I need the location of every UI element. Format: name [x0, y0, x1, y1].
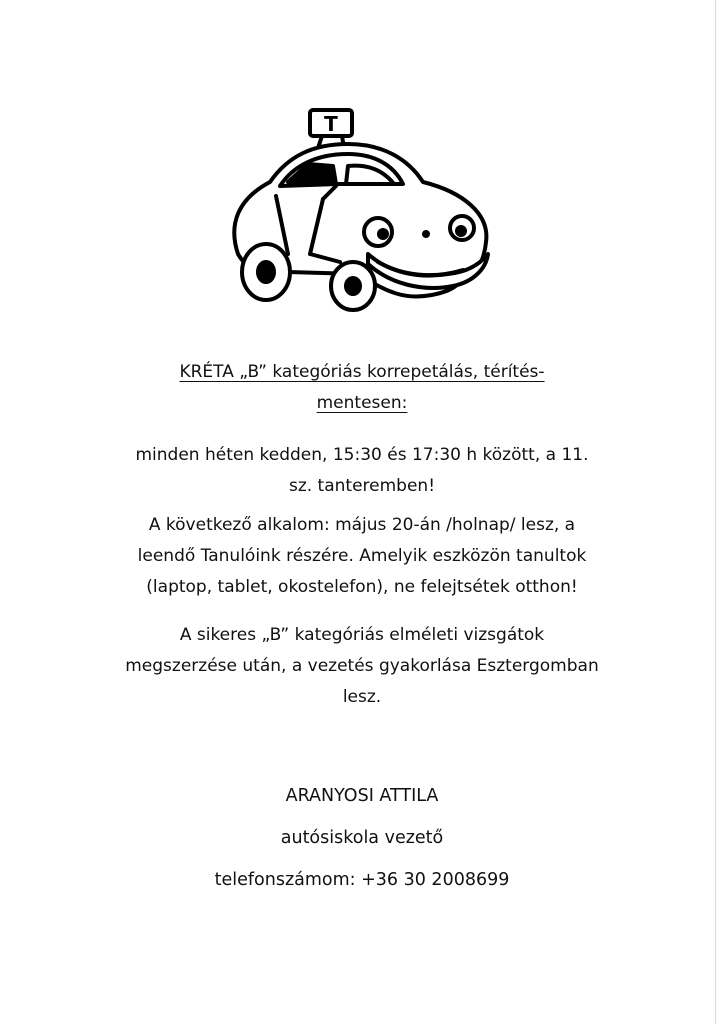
next-session-line-2: leendő Tanulóink részére. Amelyik eszközön tanultok — [137, 546, 587, 566]
exam-note-line-1: A sikeres „B” kategóriás elméleti vizsgátok — [179, 625, 545, 645]
next-session-line-1: A következő alkalom: május 20-án /holnap/ lesz, a — [148, 515, 576, 535]
title-line-1: KRÉTA „B” kategóriás korrepetálás, térítés- — [179, 362, 545, 382]
schedule-line-1: minden héten kedden, 15:30 és 17:30 h között, a 11. — [135, 445, 589, 465]
schedule-paragraph — [60, 440, 664, 502]
signature-block — [60, 775, 664, 901]
schedule-line-2: sz. tanteremben! — [288, 476, 436, 496]
exam-note-line-3: lesz. — [342, 687, 382, 707]
next-session-line-3: (laptop, tablet, okostelefon), ne felejtsétek otthon! — [146, 577, 578, 597]
next-session-paragraph — [60, 510, 664, 603]
title-line-2: mentesen: — [316, 393, 408, 413]
notice-title — [60, 357, 664, 419]
signature-name: ARANYOSI ATTILA — [285, 786, 439, 806]
page-edge-divider — [715, 0, 716, 1024]
signature-phone: telefonszámom: +36 30 2008699 — [214, 870, 510, 890]
taxi-car-icon — [218, 104, 498, 314]
signature-role: autósiskola vezető — [280, 828, 444, 848]
exam-note-line-2: megszerzése után, a vezetés gyakorlása Esztergomban — [125, 656, 599, 676]
exam-note-paragraph — [60, 620, 664, 713]
taxi-sign-letter: T — [324, 112, 338, 136]
